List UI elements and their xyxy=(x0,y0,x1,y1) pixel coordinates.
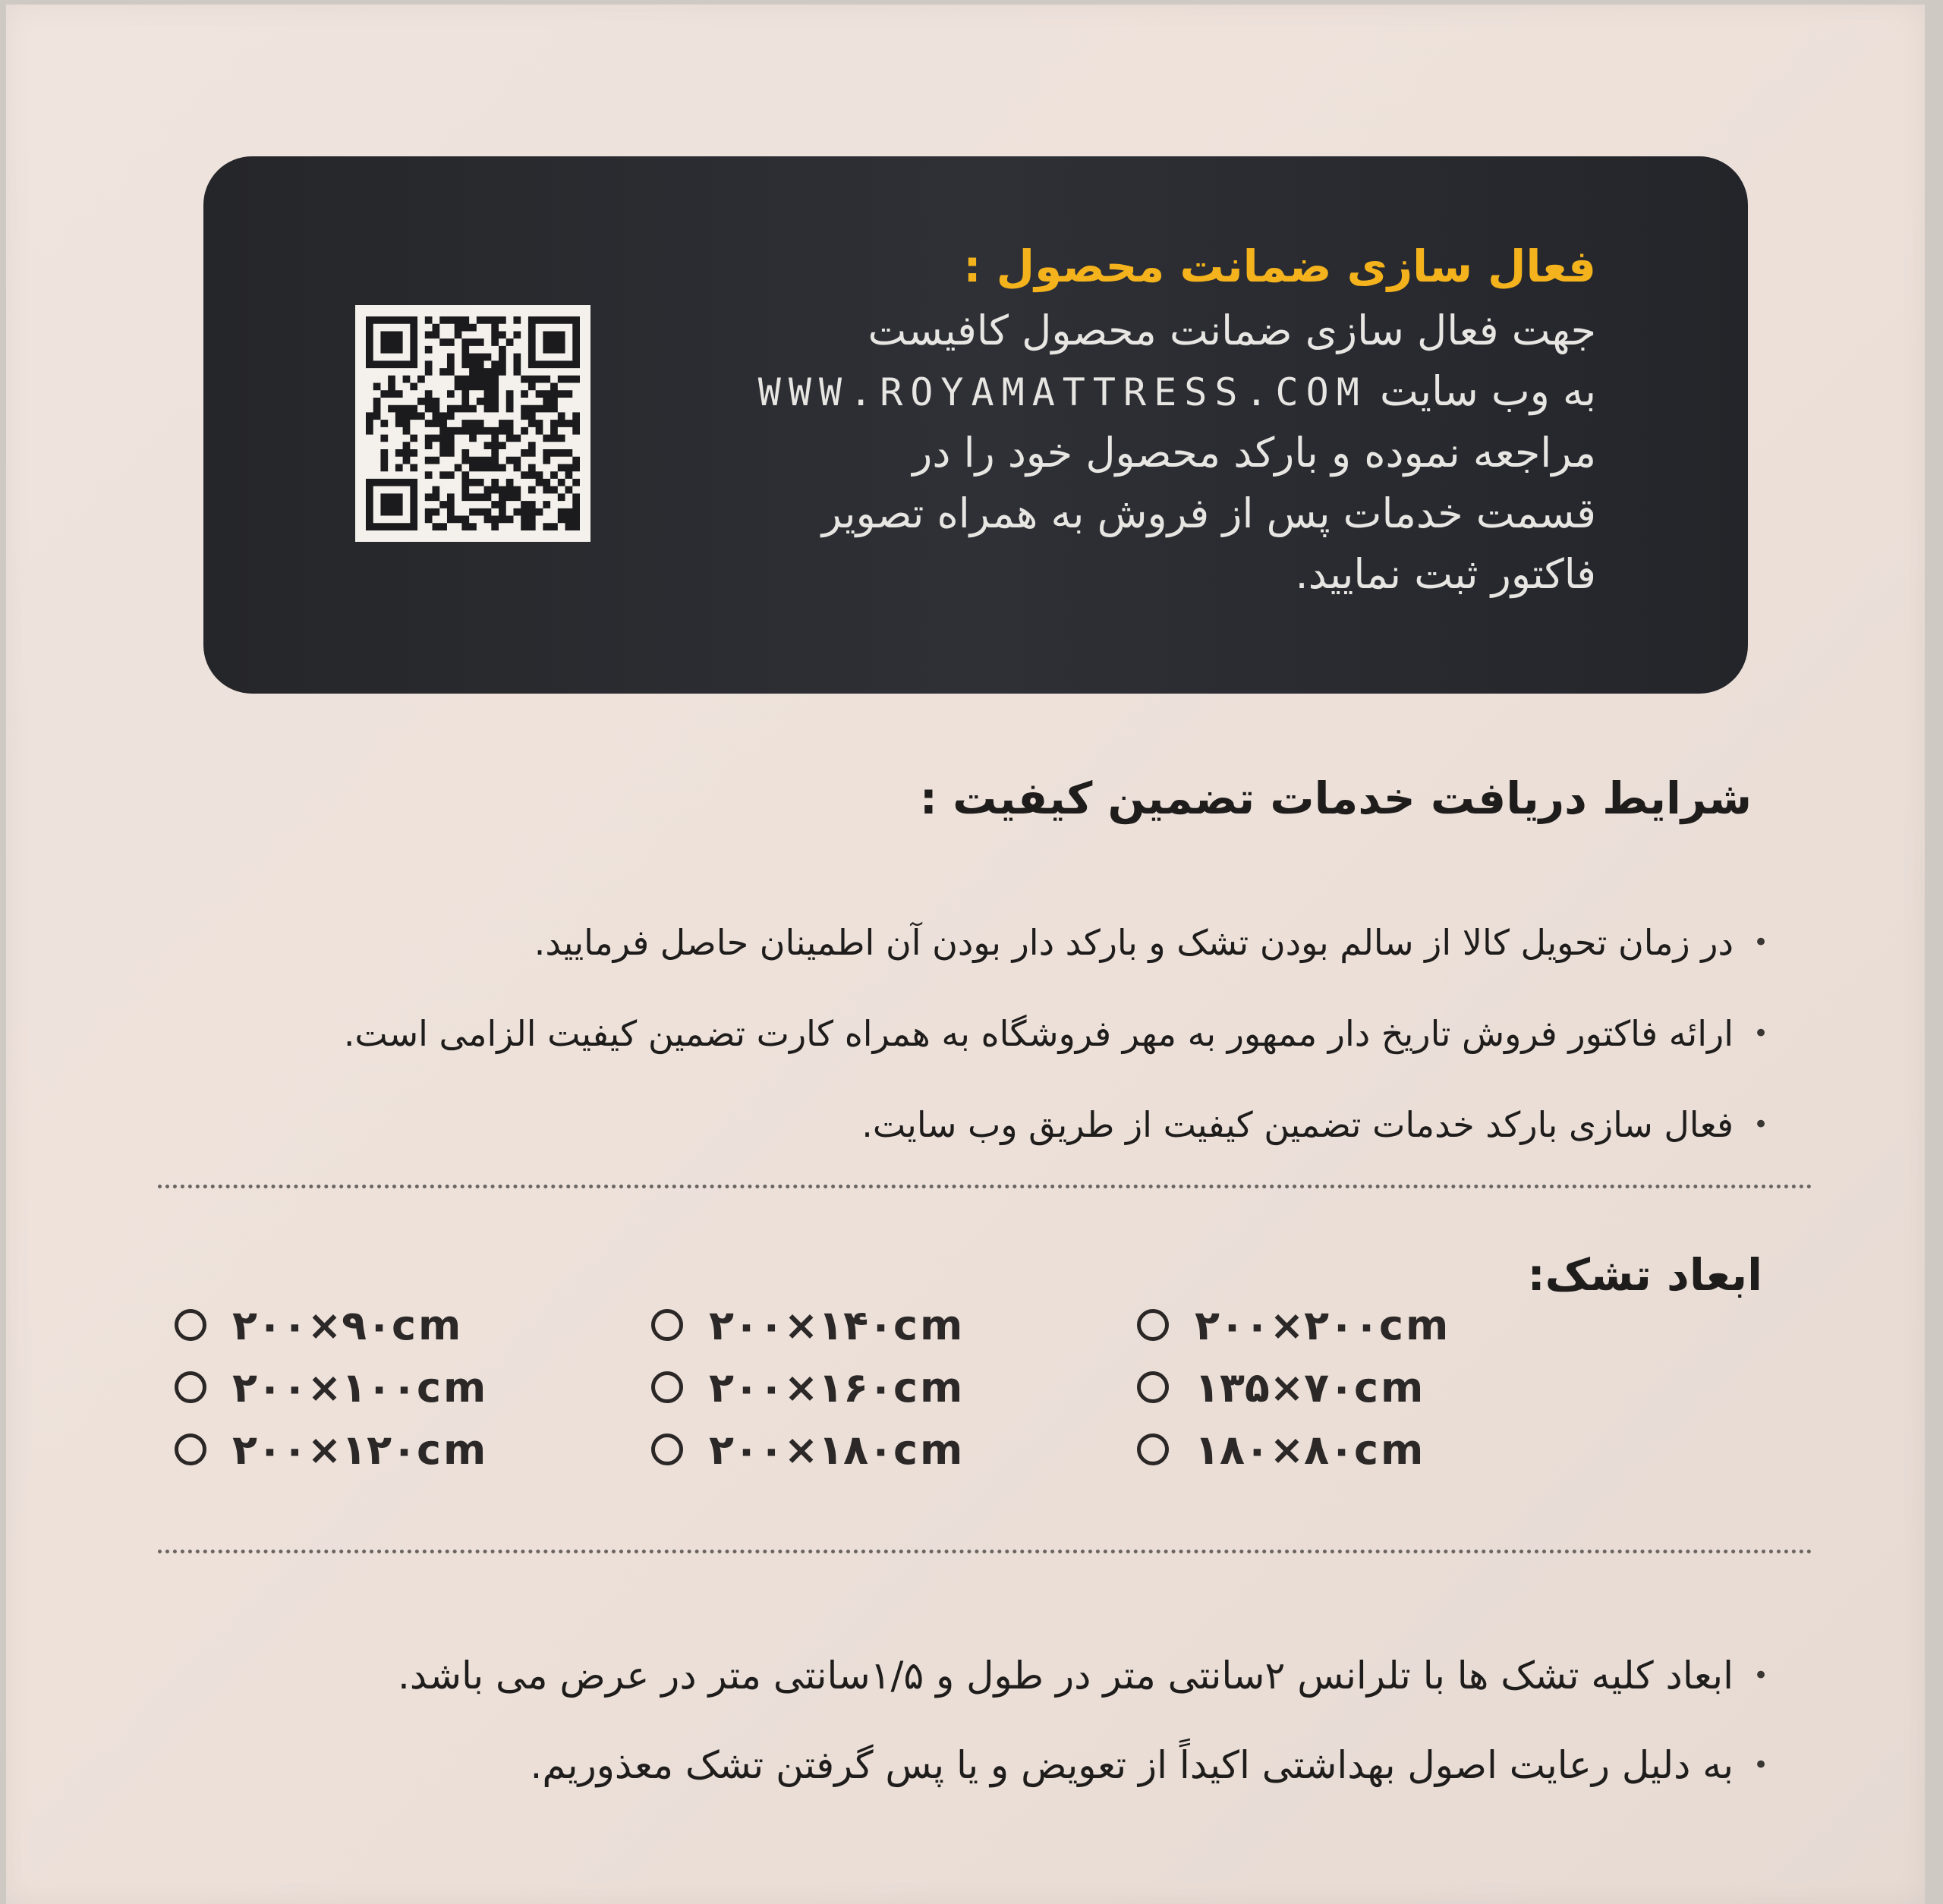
size-option[interactable]: ۲۰۰×۹۰cm xyxy=(175,1298,463,1352)
conditions-list xyxy=(103,897,1773,1170)
list-item: • فعال سازی بارکد خدمات تضمین کیفیت از طریق وب سایت. xyxy=(103,1079,1773,1170)
activation-panel xyxy=(203,156,1748,694)
activation-title: فعال سازی ضمانت محصول : xyxy=(963,241,1596,292)
warranty-card xyxy=(6,5,1925,1904)
size-option[interactable]: ۲۰۰×۱۴۰cm xyxy=(651,1298,965,1352)
radio-circle-icon[interactable] xyxy=(1137,1371,1169,1403)
qr-code[interactable] xyxy=(355,305,590,542)
activation-line: مراجعه نموده و بارکد محصول خود را در xyxy=(912,429,1596,477)
website-url[interactable]: WWW.ROYAMATTRESS.COM xyxy=(757,370,1367,414)
size-option[interactable]: ۲۰۰×۱۲۰cm xyxy=(175,1423,488,1476)
activation-line-prefix: به وب سایت xyxy=(1380,367,1596,415)
list-item: • در زمان تحویل کالا از سالم بودن تشک و بارکد دار بودن آن اطمینان حاصل فرمایید. xyxy=(103,897,1773,988)
list-item: • ارائه فاکتور فروش تاریخ دار ممهور به مهر فروشگاه به همراه کارت تضمین کیفیت الزامی است. xyxy=(103,988,1773,1079)
radio-circle-icon[interactable] xyxy=(1137,1434,1169,1465)
conditions-title: شرایط دریافت خدمات تضمین کیفیت : xyxy=(919,773,1752,824)
size-option[interactable]: ۲۰۰×۲۰۰cm xyxy=(1137,1298,1450,1352)
activation-line: جهت فعال سازی ضمانت محصول کافیست xyxy=(868,307,1596,354)
size-option[interactable]: ۲۰۰×۱۸۰cm xyxy=(651,1423,965,1476)
radio-circle-icon[interactable] xyxy=(1137,1309,1169,1341)
activation-line: فاکتور ثبت نمایید. xyxy=(1295,550,1596,598)
radio-circle-icon[interactable] xyxy=(651,1309,683,1341)
list-item: • به دلیل رعایت اصول بهداشتی اکیداً از تعویض و یا پس گرفتن تشک معذوریم. xyxy=(103,1720,1773,1810)
radio-circle-icon[interactable] xyxy=(175,1434,206,1465)
activation-line: قسمت خدمات پس از فروش به همراه تصویر xyxy=(821,489,1596,537)
sizes-title: ابعاد تشک: xyxy=(1527,1249,1762,1301)
qr-modules xyxy=(366,316,580,530)
size-option[interactable]: ۲۰۰×۱۶۰cm xyxy=(651,1361,965,1414)
list-item: • ابعاد کلیه تشک ها با تلرانس ۲سانتی متر در طول و ۱/۵سانتی متر در عرض می باشد. xyxy=(103,1631,1773,1720)
radio-circle-icon[interactable] xyxy=(175,1309,206,1341)
activation-line-website xyxy=(701,361,1596,423)
activation-text xyxy=(701,232,1596,605)
size-option[interactable]: ۱۸۰×۸۰cm xyxy=(1137,1423,1425,1476)
size-option[interactable]: ۱۳۵×۷۰cm xyxy=(1137,1361,1425,1414)
radio-circle-icon[interactable] xyxy=(175,1371,206,1403)
size-option[interactable]: ۲۰۰×۱۰۰cm xyxy=(175,1361,488,1414)
qr-code-icon xyxy=(366,316,580,531)
divider xyxy=(158,1550,1812,1553)
radio-circle-icon[interactable] xyxy=(651,1371,683,1403)
divider xyxy=(158,1185,1812,1188)
notes-list xyxy=(103,1631,1773,1810)
radio-circle-icon[interactable] xyxy=(651,1434,683,1465)
